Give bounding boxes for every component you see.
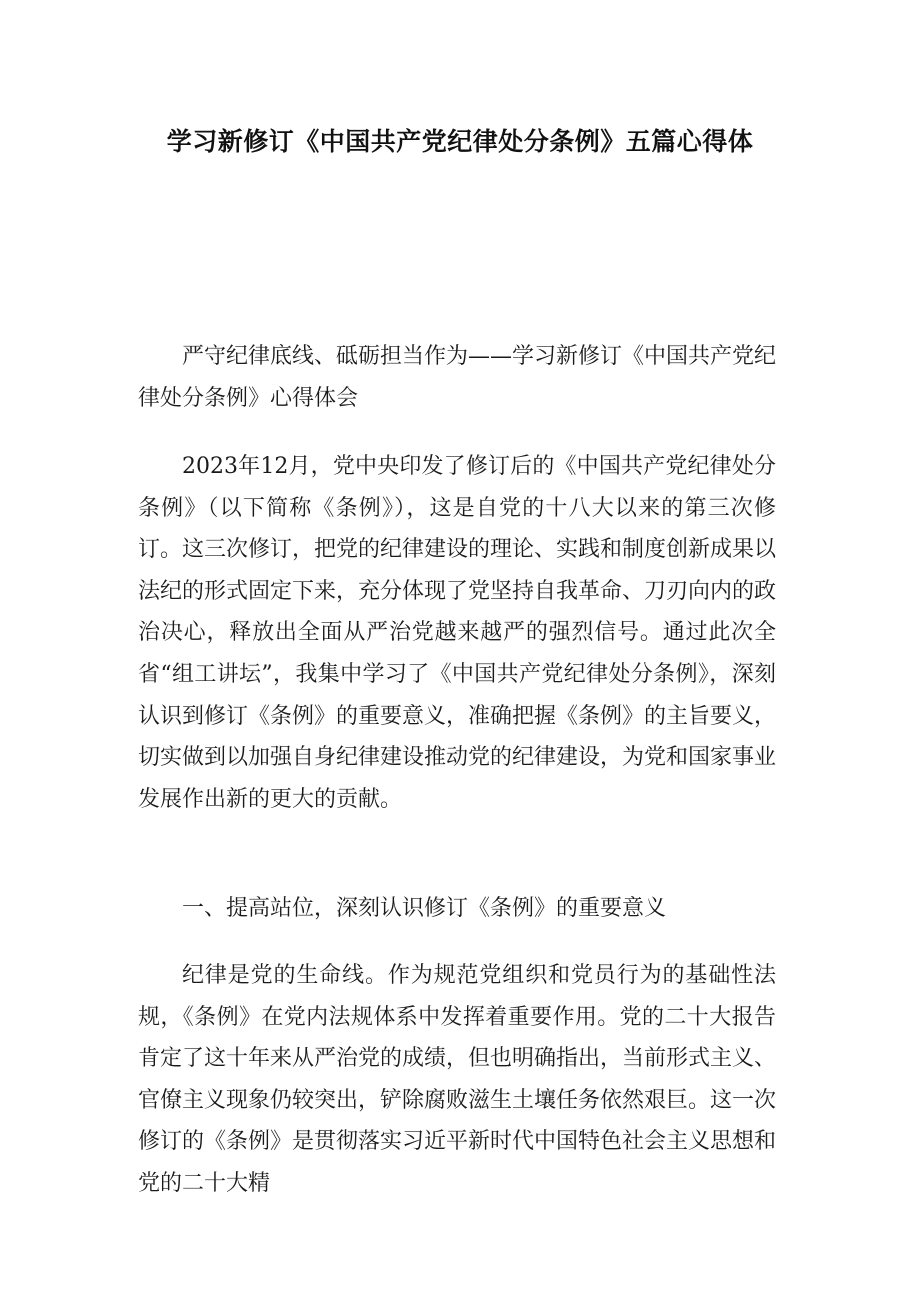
section-heading-1: 一、提高站位，深刻认识修订《条例》的重要意义: [182, 896, 667, 921]
document-title: 学习新修订《中国共产党纪律处分条例》五篇心得体: [166, 127, 754, 156]
intro-paragraph: 2023年12月，党中央印发了修订后的《中国共产党纪律处分条例》（以下简称《条例》），这是自党的十八大以来的第三次修订。这三次修订，把党的纪律建设的理论、实践和制度创新成果以法纪的形式固定下来，充分体现了党坚持自我革命、刀刃向内的政治决心，释放出全面从严治党越来越严的强烈信号。通过此次全省“组工讲坛”，我集中学习了《中国共产党纪律处分条例》，深刻认识到修订《条例》的重要意义，准确把握《条例》的主旨要义，切实做到以加强自身纪律建设推动党的纪律建设，为党和国家事业发展作出新的更大的贡献。: [138, 454, 777, 812]
section-1-paragraph: 纪律是党的生命线。作为规范党组织和党员行为的基础性法规，《条例》在党内法规体系中发挥着重要作用。党的二十大报告肯定了这十年来从严治党的成绩，但也明确指出，当前形式主义、官僚主义现象仍较突出，铲除腐败滋生土壤任务依然艰巨。这一次修订的《条例》是贯彻落实习近平新时代中国特色社会主义思想和党的二十大精: [138, 963, 777, 1196]
article-subtitle: 严守纪律底线、砥砺担当作为——学习新修订《中国共产党纪律处分条例》心得体会: [138, 344, 777, 411]
